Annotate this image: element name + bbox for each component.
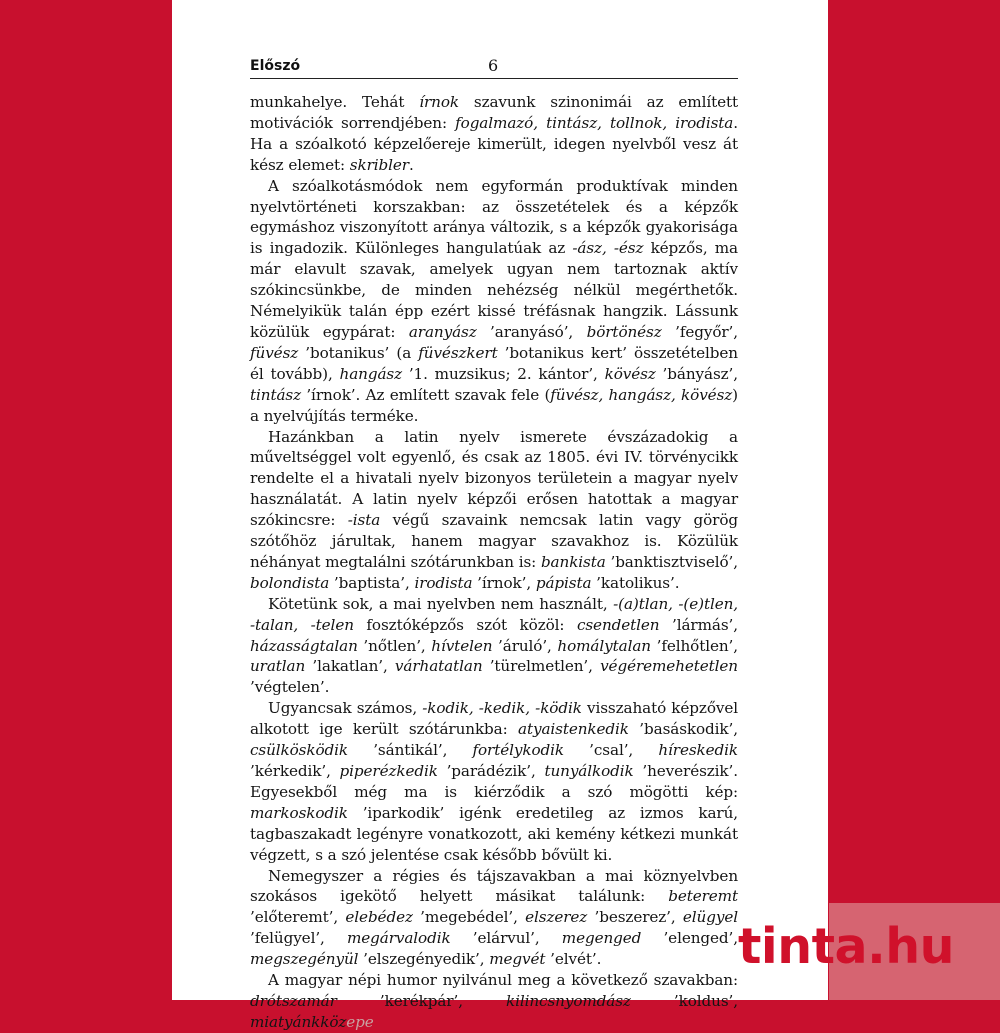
running-header bbox=[250, 56, 738, 79]
italic-term: börtönész bbox=[586, 322, 662, 341]
italic-term: bankista bbox=[540, 552, 606, 571]
italic-term: megszegényül bbox=[250, 950, 359, 969]
italic-term: megenged bbox=[561, 929, 642, 948]
italic-term: -ász, -ész bbox=[572, 239, 644, 258]
text-run: ’botanikus’ (a bbox=[298, 343, 419, 362]
text-run: ’áruló’, bbox=[492, 636, 558, 655]
italic-term: tunyálkodik bbox=[544, 762, 634, 780]
italic-term: aranyász bbox=[408, 322, 477, 341]
text-run: ’elárvul’, bbox=[450, 929, 562, 948]
italic-term: tintász bbox=[250, 385, 301, 404]
paragraph bbox=[250, 92, 738, 176]
italic-term: végéremehetetlen bbox=[600, 657, 738, 676]
text-run: ’bányász’, bbox=[655, 364, 738, 383]
italic-term: bolondista bbox=[250, 573, 330, 592]
text-run: munkahelye. Tehát bbox=[250, 93, 420, 111]
text-run: . Ha a szóalkotó képzelőereje kimerült, idegen nyelvből vesz át kész elemet: bbox=[250, 113, 738, 174]
text-run: ) a nyelvújítás terméke. bbox=[250, 385, 738, 425]
paragraph bbox=[250, 970, 738, 1033]
text-run: ’türelmetlen’, bbox=[482, 657, 601, 676]
text-run: Kötetünk sok, a mai nyelvben nem használt, bbox=[268, 594, 614, 613]
italic-term: piperézkedik bbox=[339, 762, 438, 780]
chapter-title: Előszó bbox=[250, 58, 301, 74]
italic-term: kilincsnyomdász bbox=[506, 991, 631, 1010]
italic-term: elszerez bbox=[525, 908, 588, 927]
text-run: ’botanikus kert’ összetételben él tovább), bbox=[250, 343, 738, 383]
text-run: ’basáskodik’, bbox=[628, 720, 738, 739]
italic-term: elebédez bbox=[345, 908, 413, 927]
text-run: ’írnok’. Az említett szavak fele ( bbox=[301, 385, 551, 404]
italic-term: fogalmazó, tintász, tollnok, irodista bbox=[455, 113, 734, 132]
italic-term: írnok bbox=[419, 93, 460, 111]
italic-term: -ista bbox=[347, 511, 381, 530]
italic-term: irodista bbox=[414, 573, 473, 592]
text-run: ’1. muzsikus; 2. kántor’, bbox=[402, 364, 605, 383]
paragraph bbox=[250, 427, 738, 594]
paragraph bbox=[250, 866, 738, 971]
text-run: ’sántikál’, bbox=[348, 741, 473, 760]
italic-term: pápista bbox=[535, 573, 592, 592]
text-run: ’banktisztviselő’, bbox=[605, 552, 738, 571]
text-run: ’felügyel’, bbox=[250, 929, 347, 948]
text-run: A magyar népi humor nyilvánul meg a következő szavakban: bbox=[268, 971, 738, 990]
text-run: ’aranyásó’, bbox=[476, 322, 587, 341]
text-run: visszaható képzővel alkotott ige került szótárunkba: bbox=[250, 699, 738, 739]
text-run: fosztóképzős szót közöl: bbox=[353, 615, 577, 634]
italic-term: füvész, hangász, kövész bbox=[550, 385, 733, 404]
italic-term: markoskodik bbox=[250, 803, 348, 822]
text-run: ’elenged’, bbox=[641, 929, 738, 948]
italic-term: megvét bbox=[489, 950, 546, 969]
italic-term: atyaistenkedik bbox=[518, 720, 629, 739]
text-run: Hazánkban a latin nyelv ismerete évszázadokig a műveltséggel volt egyenlő, és csak az 1805. évi IV. törvénycikk rendelte el a hivatali nyelv bizonyos területein a magyar nyelv használatát. A latin nyelv képzői erősen hatottak a magyar szókincsre: bbox=[250, 427, 738, 530]
text-run: ’elvét’. bbox=[545, 950, 602, 969]
text-run: ’lakatlan’, bbox=[305, 657, 395, 676]
text-run: ’beszerez’, bbox=[587, 908, 683, 927]
text-run: ’kerékpár’, bbox=[336, 991, 506, 1010]
text-run: ’nőtlen’, bbox=[357, 636, 432, 655]
text-run: ’csal’, bbox=[563, 741, 659, 760]
paragraph bbox=[250, 176, 738, 427]
body-text bbox=[250, 92, 738, 1033]
text-run: ’fegyőr’, bbox=[661, 322, 738, 341]
text-run: ’végtelen’. bbox=[250, 678, 330, 697]
italic-term: -(a)tlan, -(e)tlen, -talan, -telen bbox=[250, 594, 738, 634]
italic-term: kövész bbox=[604, 364, 656, 383]
text-run: Nemegyszer a régies és tájszavakban a mai köznyelvben szokásos igekötő helyett másikat találunk: bbox=[250, 866, 738, 906]
text-run: ’parádézik’, bbox=[437, 762, 545, 780]
page-number: 6 bbox=[488, 56, 499, 75]
text-run: szavunk szinonimái az említett motivációk sorrendjében: bbox=[250, 93, 738, 132]
text-run: ’felhőtlen’, bbox=[650, 636, 738, 655]
text-run: ’katolikus’. bbox=[591, 573, 680, 592]
italic-term: -kodik, -kedik, -ködik bbox=[422, 699, 582, 718]
italic-term: hívtelen bbox=[431, 636, 493, 655]
watermark-text: tinta.hu bbox=[738, 918, 954, 975]
paragraph bbox=[250, 698, 738, 865]
book-page bbox=[172, 0, 828, 1031]
text-run: ’elszegényedik’, bbox=[358, 950, 490, 969]
italic-term: füvészkert bbox=[418, 343, 498, 362]
italic-term: csendetlen bbox=[576, 615, 660, 634]
italic-term: megárvalodik bbox=[346, 929, 451, 948]
paragraph bbox=[250, 594, 738, 699]
italic-term: várhatatlan bbox=[394, 657, 483, 676]
text-run: ’kérkedik’, bbox=[250, 762, 340, 780]
italic-term: drótszamár bbox=[250, 991, 337, 1010]
italic-term: beteremt bbox=[668, 887, 738, 906]
text-run: ’baptista’, bbox=[329, 573, 415, 592]
italic-term: epe bbox=[346, 1012, 374, 1031]
text-run: ’előteremt’, bbox=[250, 908, 346, 927]
italic-term: híreskedik bbox=[658, 741, 738, 760]
text-run: ’iparkodik’ igénk eredetileg az izmos karú, tagbaszakadt legényre vonatkozott, aki kemény kétkezi munkát végzett, s a szó jelentése csak később bővült ki. bbox=[250, 803, 738, 864]
text-run: végű szavaink nemcsak latin vagy görög szótőhöz járultak, hanem magyar szavakhoz is. Közülük néhányat megtalálni szótárunkban is: bbox=[250, 511, 738, 571]
text-run: A szóalkotásmódok nem egyformán produktívak minden nyelvtörténeti korszakban: az összetételek és a képzők egymáshoz viszonyított aránya változik, s a képzők gyakorisága is ingadozik. Különleges hangulatúak az bbox=[250, 176, 738, 258]
text-run: ’lármás’, bbox=[659, 615, 738, 634]
text-run: ’megebédel’, bbox=[412, 908, 526, 927]
italic-term: fortélykodik bbox=[472, 741, 564, 760]
italic-term: házasságtalan bbox=[250, 636, 358, 655]
text-run: képzős, ma már elavult szavak, amelyek ugyan nem tartoznak aktív szókincsünkbe, de minden nehézség nélkül megérthetők. Némelyikük talán épp ezért kissé tréfásnak hangzik. Lássunk közülük egypárat: bbox=[250, 239, 738, 341]
italic-term: skribler bbox=[349, 155, 409, 174]
italic-term: uratlan bbox=[250, 657, 306, 676]
text-run: Ugyancsak számos, bbox=[268, 699, 423, 718]
italic-term: füvész bbox=[250, 343, 299, 362]
text-run: ’heverészik’. Egyesekből még ma is kiérződik a szó mögötti kép: bbox=[250, 762, 738, 801]
italic-term: miatyánkköz bbox=[250, 1012, 347, 1031]
italic-term: homálytalan bbox=[557, 636, 651, 655]
text-run: . bbox=[408, 155, 414, 174]
italic-term: csülkösködik bbox=[250, 741, 349, 760]
text-run: ’koldus’, bbox=[630, 991, 738, 1010]
italic-term: hangász bbox=[339, 364, 403, 383]
text-run: ’írnok’, bbox=[472, 573, 536, 592]
italic-term: elügyel bbox=[682, 908, 738, 927]
